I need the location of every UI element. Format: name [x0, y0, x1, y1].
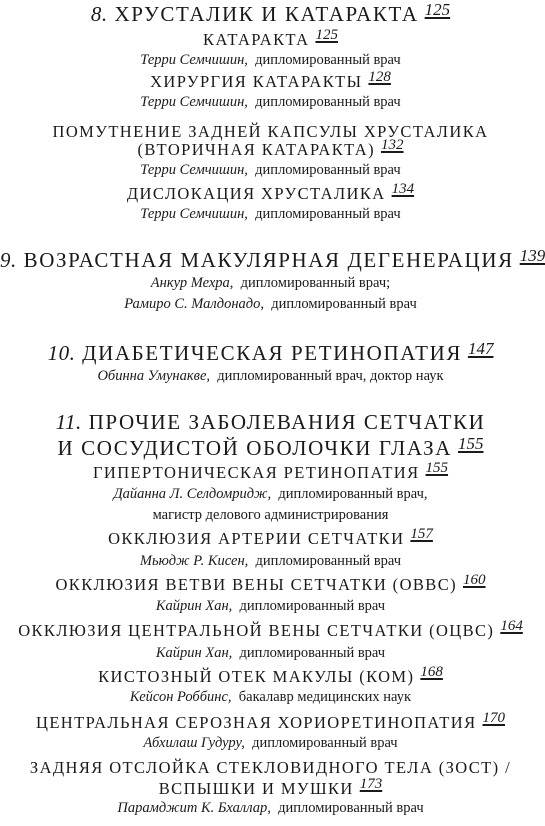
author-line [0, 162, 541, 179]
page-number: 139 [519, 246, 545, 265]
chapter-heading [0, 436, 541, 461]
section-title: ОККЛЮЗИЯ АРТЕРИИ СЕТЧАТКИ [108, 529, 405, 548]
page-number: 164 [500, 618, 523, 634]
chapter-heading [0, 246, 545, 273]
author-name: Терри Семчишин, [140, 94, 248, 110]
author-name: Анкур Мехра, [150, 275, 234, 291]
author-credentials: дипломированный врач, доктор наук [217, 368, 444, 384]
page-number: 160 [463, 572, 486, 588]
author-name: Дайанна Л. Селдомридж, [113, 486, 272, 502]
section-title: ПОМУТНЕНИЕ ЗАДНЕЙ КАПСУЛЫ ХРУСТАЛИКА [52, 122, 489, 141]
section-title: ЦЕНТРАЛЬНАЯ СЕРОЗНАЯ ХОРИОРЕТИНОПАТИЯ [36, 713, 477, 732]
section-heading [0, 137, 541, 160]
chapter-title: ВОЗРАСТНАЯ МАКУЛЯРНАЯ ДЕГЕНЕРАЦИЯ [23, 248, 514, 272]
section-title: ОККЛЮЗИЯ ВЕТВИ ВЕНЫ СЕТЧАТКИ (ОВВС) [55, 575, 457, 594]
section-heading [0, 526, 541, 549]
section-heading [0, 460, 541, 483]
section-title: КАТАРАКТА [203, 30, 310, 49]
author-name: Кейсон Роббинс, [129, 689, 232, 705]
section-title: ОККЛЮЗИЯ ЦЕНТРАЛЬНОЙ ВЕНЫ СЕТЧАТКИ (ОЦВС) [18, 621, 495, 640]
chapter-heading [0, 410, 541, 435]
author-name: Абхилаш Гудуру, [143, 735, 245, 751]
section-heading [0, 664, 541, 687]
author-credentials: дипломированный врач [255, 206, 401, 222]
author-name: Кайрин Хан, [155, 645, 233, 661]
section-title: ДИСЛОКАЦИЯ ХРУСТАЛИКА [126, 184, 386, 203]
author-name: Терри Семчишин, [140, 206, 248, 222]
author-name: Терри Семчишин, [140, 162, 248, 178]
page-number: 134 [391, 181, 415, 197]
author-credentials: дипломированный врач [239, 645, 386, 661]
chapter-title: ДИАБЕТИЧЕСКАЯ РЕТИНОПАТИЯ [82, 341, 462, 365]
chapter-number: 11. [55, 410, 82, 434]
page-number: 173 [359, 776, 383, 792]
author-line [0, 735, 541, 752]
section-title: ВСПЫШКИ И МУШКИ [158, 779, 354, 798]
author-credentials: дипломированный врач [255, 94, 401, 110]
author-credentials: дипломированный врач; [240, 275, 391, 291]
page-number: 155 [425, 460, 449, 476]
author-line [0, 52, 541, 69]
author-line [0, 94, 541, 111]
section-heading [0, 27, 541, 50]
author-line [0, 275, 541, 292]
author-line [0, 296, 541, 313]
page-number: 155 [457, 434, 484, 453]
page-number: 128 [368, 69, 391, 85]
page-number: 168 [420, 664, 443, 680]
author-line [0, 800, 541, 817]
chapter-title: И СОСУДИСТОЙ ОБОЛОЧКИ ГЛАЗА [57, 436, 452, 460]
author-credentials: дипломированный врач [278, 800, 424, 816]
author-line [0, 645, 541, 662]
chapter-heading [0, 341, 541, 366]
author-line [0, 553, 541, 570]
section-heading [0, 122, 541, 142]
author-line [0, 598, 541, 615]
section-title: (ВТОРИЧНАЯ КАТАРАКТА) [137, 140, 376, 159]
section-heading [0, 758, 541, 778]
section-heading [0, 69, 541, 92]
section-title: КИСТОЗНЫЙ ОТЕК МАКУЛЫ (КОМ) [98, 667, 415, 686]
section-title: ГИПЕРТОНИЧЕСКАЯ РЕТИНОПАТИЯ [92, 463, 420, 482]
author-name: Мьюдж Р. Кисен, [139, 553, 249, 569]
author-credentials: дипломированный врач [252, 735, 398, 751]
chapter-heading [0, 2, 541, 27]
author-line [0, 507, 541, 524]
author-credentials: магистр делового администрирования [152, 507, 389, 523]
section-title: ЗАДНЯЯ ОТСЛОЙКА СТЕКЛОВИДНОГО ТЕЛА (ЗОСТ) / [29, 758, 512, 777]
author-credentials: дипломированный врач [255, 162, 401, 178]
section-heading [0, 618, 541, 641]
section-title: ХИРУРГИЯ КАТАРАКТЫ [150, 72, 363, 91]
author-line [0, 368, 541, 385]
page-number: 125 [315, 27, 338, 43]
author-credentials: дипломированный врач [255, 553, 402, 569]
author-line [0, 206, 541, 223]
section-heading [0, 710, 541, 733]
page-number: 132 [381, 137, 404, 153]
page-number: 170 [482, 710, 505, 726]
section-heading [0, 572, 541, 595]
section-heading [0, 181, 541, 204]
author-credentials: дипломированный врач [271, 296, 417, 312]
chapter-title: ПРОЧИЕ ЗАБОЛЕВАНИЯ СЕТЧАТКИ [88, 410, 486, 434]
chapter-number: 9. [0, 248, 17, 272]
page-number: 147 [467, 339, 494, 358]
chapter-number: 10. [47, 341, 76, 365]
chapter-number: 8. [90, 2, 108, 26]
chapter-title: ХРУСТАЛИК И КАТАРАКТА [114, 2, 419, 26]
author-name: Кайрин Хан, [155, 598, 233, 614]
author-line [0, 486, 541, 503]
author-name: Обинна Умунакве, [97, 368, 211, 384]
section-heading [0, 776, 541, 799]
author-credentials: дипломированный врач [239, 598, 386, 614]
author-credentials: дипломированный врач [255, 52, 401, 68]
author-line [0, 689, 541, 706]
author-name: Терри Семчишин, [140, 52, 248, 68]
page-number: 157 [410, 526, 433, 542]
author-credentials: дипломированный врач, [278, 486, 428, 502]
author-name: Парамджит К. Бхаллар, [117, 800, 271, 816]
author-credentials: бакалавр медицинских наук [238, 689, 412, 705]
author-name: Рамиро С. Малдонадо, [124, 296, 264, 312]
page-number: 125 [424, 0, 451, 19]
